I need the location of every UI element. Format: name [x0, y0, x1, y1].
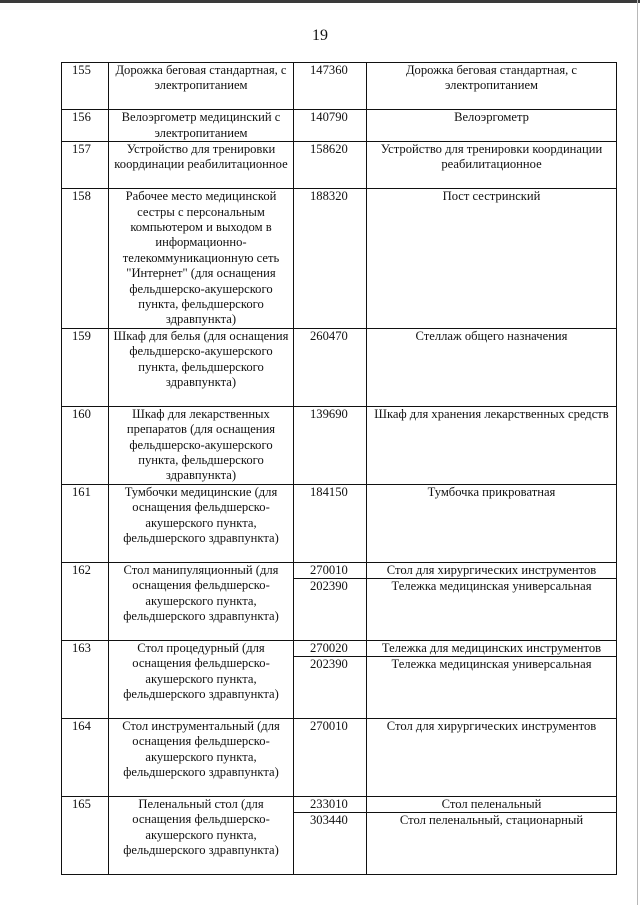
kind-name: Стол для хирургических инструментов: [367, 563, 616, 579]
kind-code: 202390: [310, 579, 348, 594]
kind-code-cell: [294, 718, 367, 796]
row-number: 163: [62, 640, 109, 718]
kind-name-cell: [367, 640, 617, 718]
equipment-name: Тумбочки медицинские (для оснащения фельдшерско-акушерского пункта, фельдшерского здравпункта): [109, 484, 294, 562]
equipment-name: Стол манипуляционный (для оснащения фельдшерско-акушерского пункта, фельдшерского здравпункта): [109, 562, 294, 640]
table-row: [62, 796, 617, 874]
row-number: 158: [62, 189, 109, 329]
kind-code: 147360: [310, 63, 348, 77]
kind-name: Тележка медицинская универсальная: [391, 579, 592, 594]
table-row: [62, 110, 617, 142]
kind-code: 158620: [310, 142, 348, 156]
kind-code-cell: [294, 63, 367, 110]
kind-name-cell: [367, 142, 617, 189]
kind-code-cell: [294, 796, 367, 874]
equipment-name: Дорожка беговая стандартная, с электропитанием: [109, 63, 294, 110]
kind-code-cell: [294, 189, 367, 329]
kind-code-cell: [294, 328, 367, 406]
kind-name-cell: [367, 63, 617, 110]
row-number: 160: [62, 406, 109, 484]
kind-name-cell: [367, 718, 617, 796]
kind-code: 188320: [310, 189, 348, 204]
row-number: 165: [62, 796, 109, 874]
row-number: 161: [62, 484, 109, 562]
kind-code-cell: [294, 142, 367, 189]
scan-edge-top: [0, 0, 640, 3]
kind-name: Шкаф для хранения лекарственных средств: [374, 406, 609, 421]
row-number: 156: [62, 110, 109, 142]
table-row: [62, 328, 617, 406]
kind-name: Велоэргометр: [454, 110, 529, 125]
row-number: 155: [62, 63, 109, 110]
kind-code: 233010: [294, 797, 366, 813]
kind-name: Стеллаж общего назначения: [415, 328, 568, 343]
kind-name: Стол для хирургических инструментов: [386, 718, 597, 733]
kind-code-cell: [294, 562, 367, 640]
table-row: [62, 406, 617, 484]
kind-code: 139690: [310, 406, 348, 421]
kind-name-cell: [367, 328, 617, 406]
kind-code: 184150: [310, 484, 348, 499]
kind-name: Тумбочка прикроватная: [427, 484, 556, 499]
kind-code: 303440: [310, 813, 348, 828]
kind-code-cell: [294, 110, 367, 142]
equipment-name: Стол инструментальный (для оснащения фельдшерско-акушерского пункта, фельдшерского здравпункта): [109, 718, 294, 796]
kind-code-cell: [294, 640, 367, 718]
table-row: [62, 718, 617, 796]
kind-code: 270010: [294, 563, 366, 579]
kind-name: Стол пеленальный: [367, 797, 616, 813]
kind-name-cell: [367, 189, 617, 329]
kind-name: Устройство для тренировки координации реабилитационное: [380, 142, 603, 172]
kind-name-cell: [367, 110, 617, 142]
table-row: [62, 142, 617, 189]
equipment-table-body: [62, 63, 617, 875]
table-row: [62, 562, 617, 640]
kind-name-cell: [367, 562, 617, 640]
table-row: [62, 484, 617, 562]
kind-name-cell: [367, 406, 617, 484]
equipment-name: Стол процедурный (для оснащения фельдшерско-акушерского пункта, фельдшерского здравпункта): [109, 640, 294, 718]
page-number: 19: [312, 27, 328, 44]
scan-edge-right: [637, 0, 638, 905]
kind-name: Дорожка беговая стандартная, с электропитанием: [405, 63, 578, 93]
row-number: 157: [62, 142, 109, 189]
row-number: 159: [62, 328, 109, 406]
table-row: [62, 63, 617, 110]
equipment-name: Пеленальный стол (для оснащения фельдшерско-акушерского пункта, фельдшерского здравпункта): [109, 796, 294, 874]
equipment-name: Шкаф для белья (для оснащения фельдшерско-акушерского пункта, фельдшерского здравпункта): [109, 328, 294, 406]
kind-code: 260470: [310, 328, 348, 343]
equipment-name: Шкаф для лекарственных препаратов (для оснащения фельдшерско-акушерского пункта, фельдшерского здравпункта): [109, 406, 294, 484]
table-row: [62, 189, 617, 329]
kind-code: 140790: [310, 110, 348, 125]
equipment-name: Рабочее место медицинской сестры с персональным компьютером и выходом в информационно-телекоммуникационную сеть "Интернет" (для оснащения фельдшерско-акушерского пункта, фельдшерского здравпункта): [109, 189, 294, 329]
kind-code: 202390: [310, 657, 348, 672]
row-number: 164: [62, 718, 109, 796]
kind-name: Пост сестринский: [442, 189, 541, 204]
table-row: [62, 640, 617, 718]
kind-name-cell: [367, 484, 617, 562]
kind-code-cell: [294, 484, 367, 562]
equipment-name: Велоэргометр медицинский с электропитанием: [109, 110, 294, 142]
kind-name-cell: [367, 796, 617, 874]
row-number: 162: [62, 562, 109, 640]
kind-code: 270010: [310, 718, 348, 733]
kind-code: 270020: [294, 641, 366, 657]
kind-name: Тележка для медицинских инструментов: [367, 641, 616, 657]
equipment-name: Устройство для тренировки координации реабилитационное: [109, 142, 294, 189]
kind-name: Тележка медицинская универсальная: [391, 657, 592, 672]
equipment-table: [61, 62, 617, 875]
kind-name: Стол пеленальный, стационарный: [399, 813, 584, 828]
kind-code-cell: [294, 406, 367, 484]
